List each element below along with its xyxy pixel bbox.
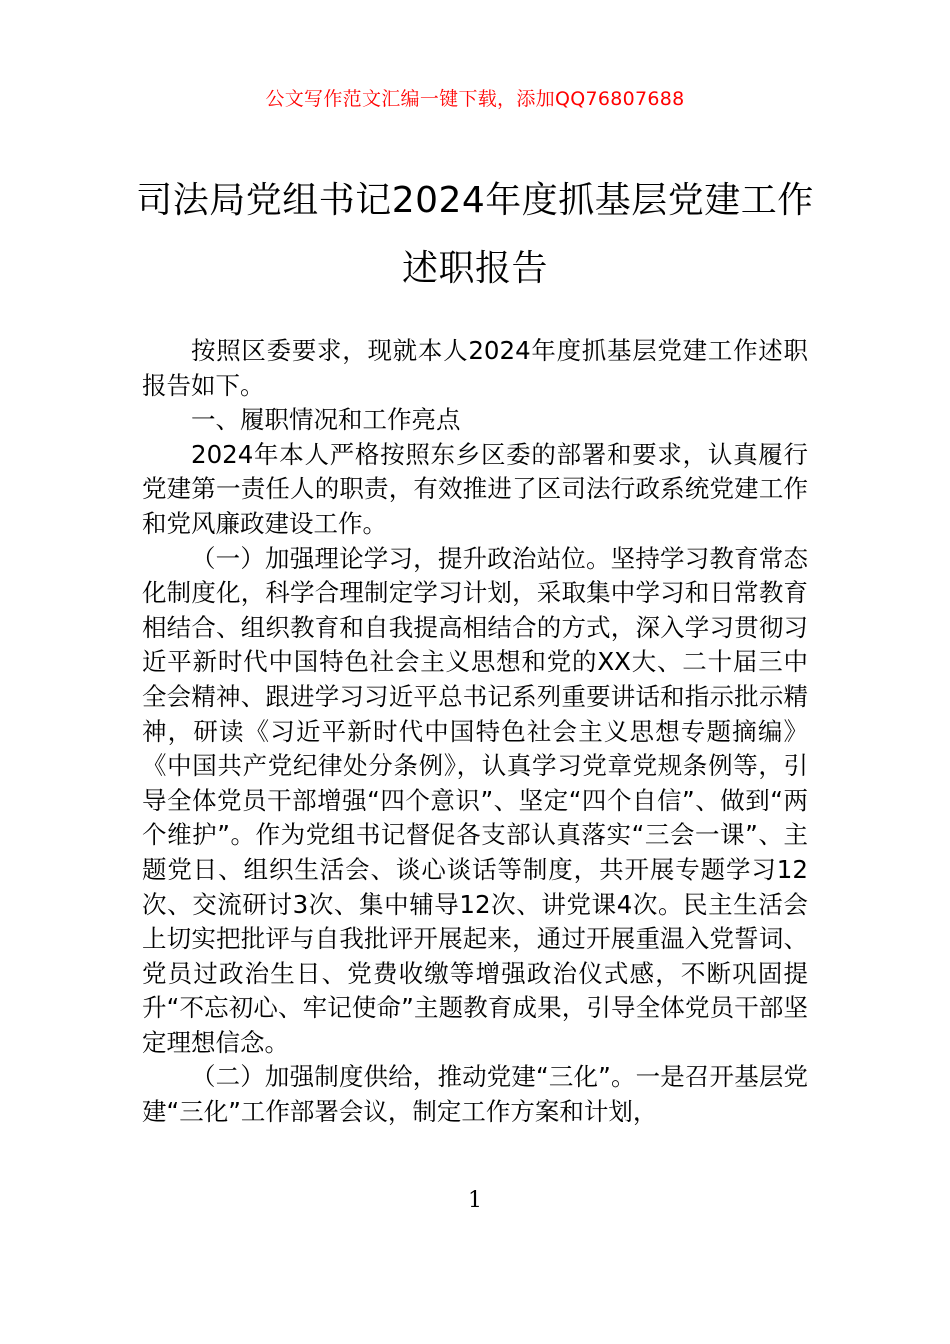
paragraph-system-supply: （二）加强制度供给，推动党建“三化”。一是召开基层党建“三化”工作部署会议，制定工作方案和计划， xyxy=(142,1062,808,1127)
paragraph-intro: 按照区委要求，现就本人2024年度抓基层党建工作述职报告如下。 xyxy=(142,336,808,400)
header-watermark: 公文写作范文汇编一键下载，添加QQ76807688 xyxy=(265,88,685,110)
section-heading: 一、履职情况和工作亮点 xyxy=(191,405,461,435)
paragraph-theory-study: （一）加强理论学习，提升政治站位。坚持学习教育常态化制度化，科学合理制定学习计划，采取集中学习和日常教育相结合、组织教育和自我提高相结合的方式，深入学习贯彻习近平新时代中国特色社会主义思想和党的XX大、二十届三中全会精神、跟进学习习近平总书记系列重要讲话和指示批示精神，研读《习近平新时代中国特色社会主义思想专题摘编》《中国共产党纪律处分条例》，认真学习党章党规条例等，引导全体党员干部增强“四个意识”、坚定“四个自信”、做到“两个维护”。作为党组书记督促各支部认真落实“三会一课”、主题党日、组织生活会、谈心谈话等制度，共开展专题学习12次、交流研讨3次、集中辅导12次、讲党课4次。民主生活会上切实把批评与自我批评开展起来，通过开展重温入党誓词、党员过政治生日、党费收缴等增强政治仪式感，不断巩固提升“不忘初心、牢记使命”主题教育成果，引导全体党员干部坚定理想信念。 xyxy=(142,543,808,1057)
document-title-line-2: 述职报告 xyxy=(401,248,548,289)
paragraph-overview: 2024年本人严格按照东乡区委的部署和要求，认真履行党建第一责任人的职责，有效推进了区司法行政系统党建工作和党风廉政建设工作。 xyxy=(142,439,808,538)
document-body xyxy=(142,334,808,1130)
document-title-line-1: 司法局党组书记2024年度抓基层党建工作 xyxy=(136,180,814,221)
page-number: 1 xyxy=(468,1188,482,1213)
